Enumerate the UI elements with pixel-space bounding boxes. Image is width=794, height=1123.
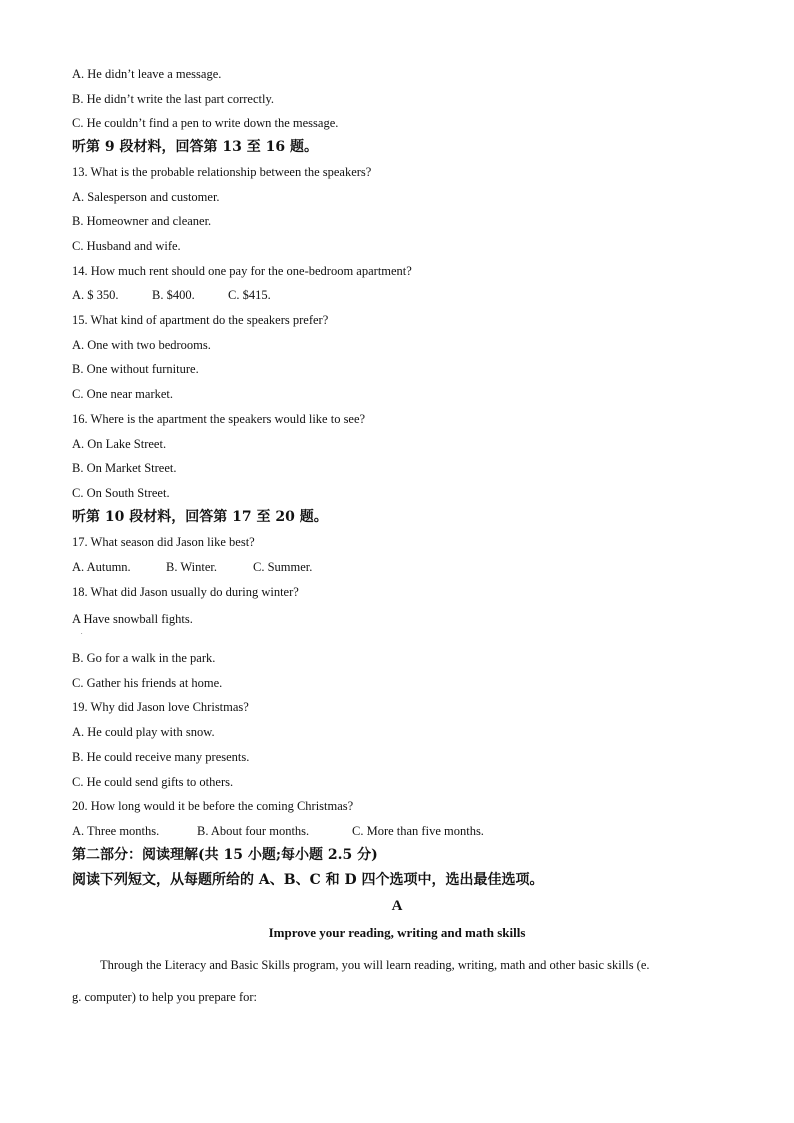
q14-question: 14. How much rent should one pay for the one-bedroom apartment? (72, 264, 412, 278)
q13-question: 13. What is the probable relationship between the speakers? (72, 165, 372, 179)
q19-question: 19. Why did Jason love Christmas? (72, 700, 249, 714)
q19-option-b: B. He could receive many presents. (72, 750, 250, 764)
q17-option-b: B. Winter. (166, 560, 218, 574)
q18-option-a: A Have snowball fights. (72, 612, 193, 626)
q20-option-b: B. About four months. (197, 824, 310, 838)
q14-option-a: A. $ 350. (72, 288, 119, 302)
q17-option-c: C. Summer. (253, 560, 313, 574)
q13-option-a: A. Salesperson and customer. (72, 190, 220, 204)
passage-paragraph-line-2: g. computer) to help you prepare for: (72, 990, 258, 1004)
q15-question: 15. What kind of apartment do the speakers prefer? (72, 313, 329, 327)
q16-option-c: C. On South Street. (72, 486, 170, 500)
q20-question: 20. How long would it be before the coming Christmas? (72, 799, 354, 813)
q12-option-b: B. He didn’t write the last part correctly. (72, 92, 275, 106)
q17-option-a: A. Autumn. (72, 560, 131, 574)
q20-option-c: C. More than five months. (352, 824, 484, 838)
q14-options (72, 287, 271, 303)
q18-stray-dot: . (81, 630, 83, 636)
part-2-instruction: 阅读下列短文，从每题所给的 A、B、C 和 D 四个选项中，选出最佳选项。 (72, 872, 544, 888)
q15-option-b: B. One without furniture. (72, 362, 199, 376)
passage-paragraph-line-1: Through the Literacy and Basic Skills program, you will learn reading, writing, math and other basic skills (e. (100, 958, 650, 972)
q16-option-b: B. On Market Street. (72, 461, 177, 475)
q14-option-b: B. $400. (152, 288, 195, 302)
q20-options (72, 823, 484, 839)
q19-option-c: C. He could send gifts to others. (72, 775, 234, 789)
q20-option-a: A. Three months. (72, 824, 160, 838)
section-10-heading: 听第 10 段材料，回答第 17 至 20 题。 (72, 509, 328, 525)
q18-option-c: C. Gather his friends at home. (72, 676, 223, 690)
q14-option-c: C. $415. (228, 288, 271, 302)
passage-title: Improve your reading, writing and math skills (268, 925, 526, 940)
passage-letter: A (391, 898, 403, 914)
q13-option-b: B. Homeowner and cleaner. (72, 214, 212, 228)
section-9-heading: 听第 9 段材料，回答第 13 至 16 题。 (72, 139, 318, 155)
part-2-heading: 第二部分：阅读理解(共 15 小题;每小题 2.5 分) (72, 847, 378, 863)
q15-option-c: C. One near market. (72, 387, 174, 401)
q16-question: 16. Where is the apartment the speakers would like to see? (72, 412, 366, 426)
q15-option-a: A. One with two bedrooms. (72, 338, 211, 352)
q12-option-a: A. He didn’t leave a message. (72, 67, 222, 81)
q17-question: 17. What season did Jason like best? (72, 535, 255, 549)
q18-question: 18. What did Jason usually do during winter? (72, 585, 299, 599)
q19-option-a: A. He could play with snow. (72, 725, 215, 739)
q17-options (72, 559, 312, 575)
q16-option-a: A. On Lake Street. (72, 437, 167, 451)
q12-option-c: C. He couldn’t find a pen to write down the message. (72, 116, 339, 130)
q13-option-c: C. Husband and wife. (72, 239, 181, 253)
q18-option-b: B. Go for a walk in the park. (72, 651, 216, 665)
